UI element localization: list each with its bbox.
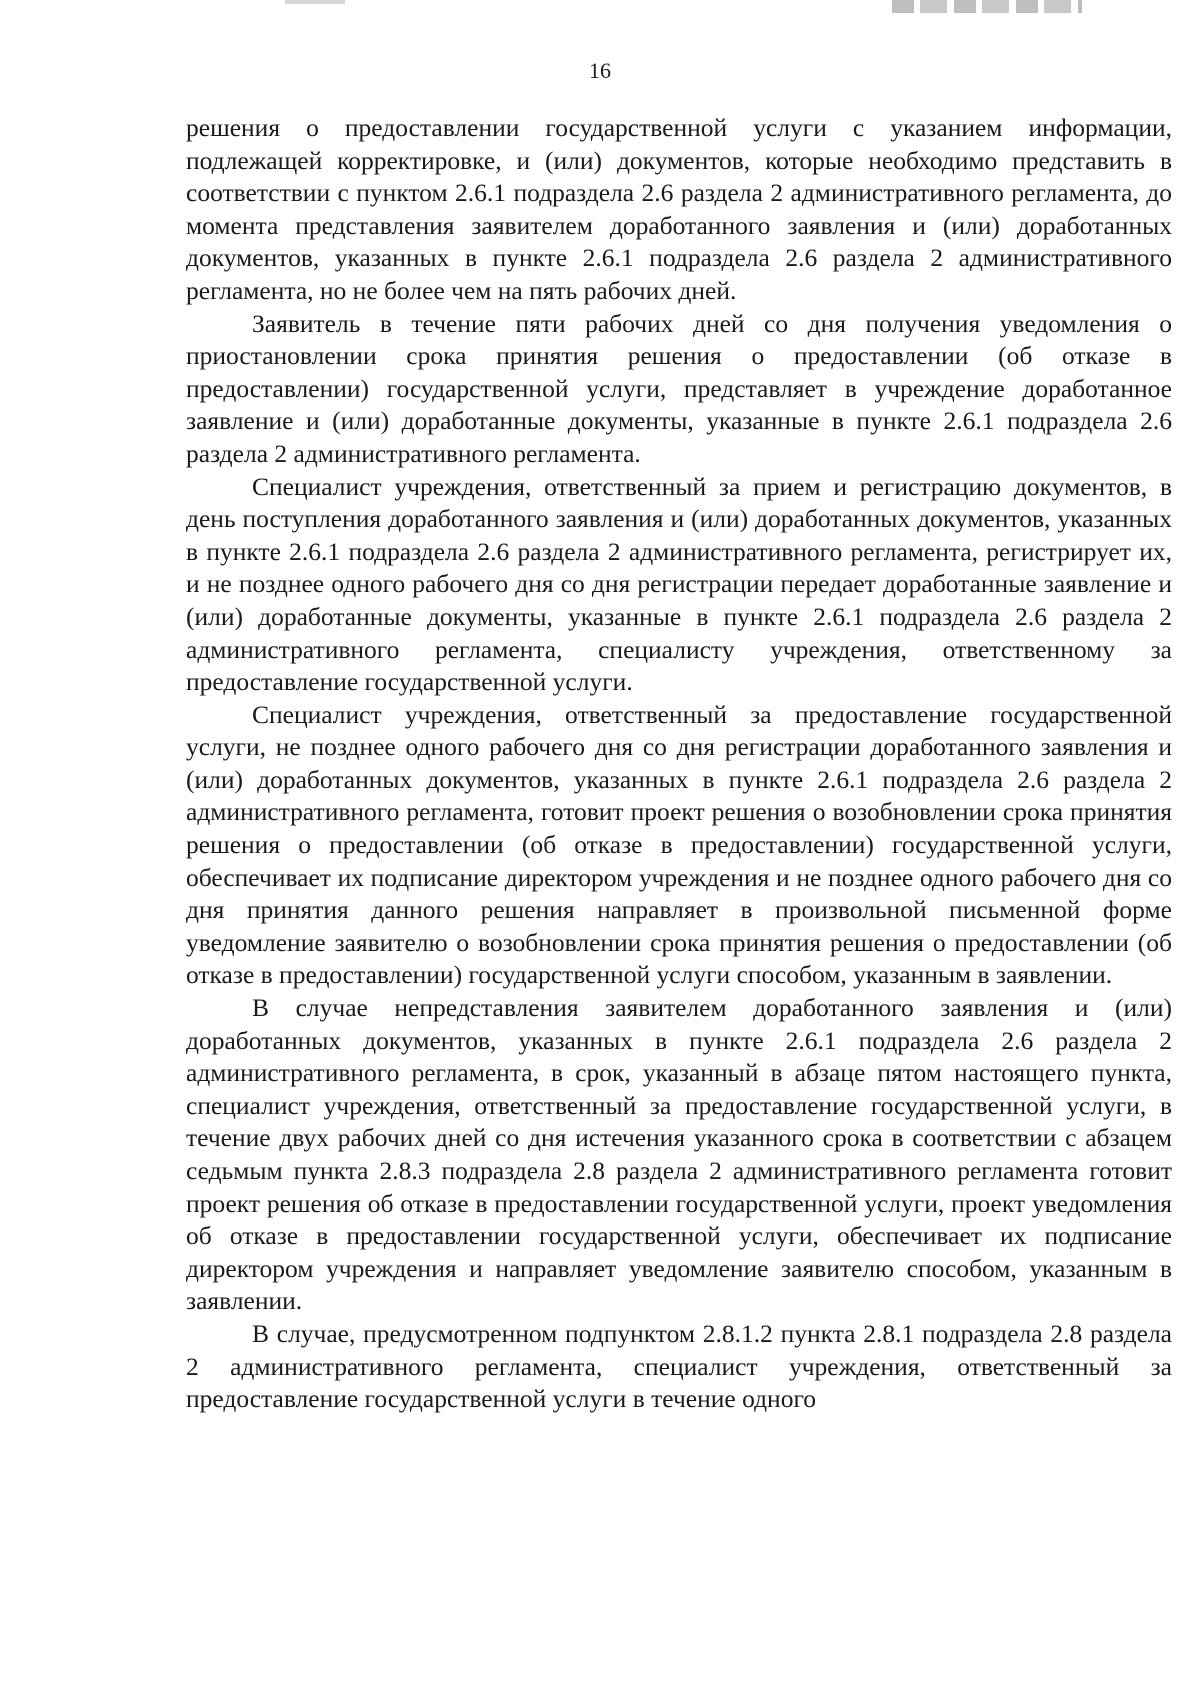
paragraph: В случае, предусмотренном подпунктом 2.8.1.2 пункта 2.8.1 подраздела 2.8 раздела 2 административного регламента, специалист учреждения, ответственный за предоставление государственной услуги в течение одного — [186, 1318, 1172, 1414]
paragraph: Специалист учреждения, ответственный за прием и регистрацию документов, в день поступления доработанного заявления и (или) доработанных документов, указанных в пункте 2.6.1 подраздела 2.6 раздела 2 административного регламента, регистрирует их, и не позднее одного рабочего дня со дня регистрации передает доработанные заявление и (или) доработанные документы, указанные в пункте 2.6.1 подраздела 2.6 раздела 2 административного регламента, специалисту учреждения, ответственному за предоставление государственной услуги. — [186, 471, 1172, 697]
paragraph: Специалист учреждения, ответственный за предоставление государственной услуги, не позднее одного рабочего дня со дня регистрации доработанного заявления и (или) доработанных документов, указанных в пункте 2.6.1 подраздела 2.6 раздела 2 административного регламента, готовит проект решения о возобновлении срока принятия решения о предоставлении (об отказе в предоставлении) государственной услуги, обеспечивает их подписание директором учреждения и не позднее одного рабочего дня со дня принятия данного решения направляет в произвольной письменной форме уведомление заявителю о возобновлении срока принятия решения о предоставлении (об отказе в предоставлении) государственной услуги способом, указанным в заявлении. — [186, 699, 1172, 990]
paragraph: Заявитель в течение пяти рабочих дней со дня получения уведомления о приостановлении срока принятия решения о предоставлении (об отказе в предоставлении) государственной услуги, представляет в учреждение доработанное заявление и (или) доработанные документы, указанные в пункте 2.6.1 подраздела 2.6 раздела 2 административного регламента. — [186, 308, 1172, 468]
document-body — [186, 112, 1172, 1416]
paragraph-continuation: решения о предоставлении государственной услуги с указанием информации, подлежащей корректировке, и (или) документов, которые необходимо представить в соответствии с пунктом 2.6.1 подраздела 2.6 раздела 2 административного регламента, до момента представления заявителем доработанного заявления и (или) доработанных документов, указанных в пункте 2.6.1 подраздела 2.6 раздела 2 административного регламента, но не более чем на пять рабочих дней. — [186, 113, 1172, 305]
page-number: 16 — [589, 58, 611, 83]
scan-stamp-artifact — [892, 0, 1082, 13]
scan-artifact — [285, 0, 345, 4]
paragraph: В случае непредставления заявителем доработанного заявления и (или) доработанных документов, указанных в пункте 2.6.1 подраздела 2.6 раздела 2 административного регламента, в срок, указанный в абзаце пятом настоящего пункта, специалист учреждения, ответственный за предоставление государственной услуги, в течение двух рабочих дней со дня истечения указанного срока в соответствии с абзацем седьмым пункта 2.8.3 подраздела 2.8 раздела 2 административного регламента готовит проект решения об отказе в предоставлении государственной услуги, проект уведомления об отказе в предоставлении государственной услуги, обеспечивает их подписание директором учреждения и направляет уведомление заявителю способом, указанным в заявлении. — [186, 993, 1172, 1316]
